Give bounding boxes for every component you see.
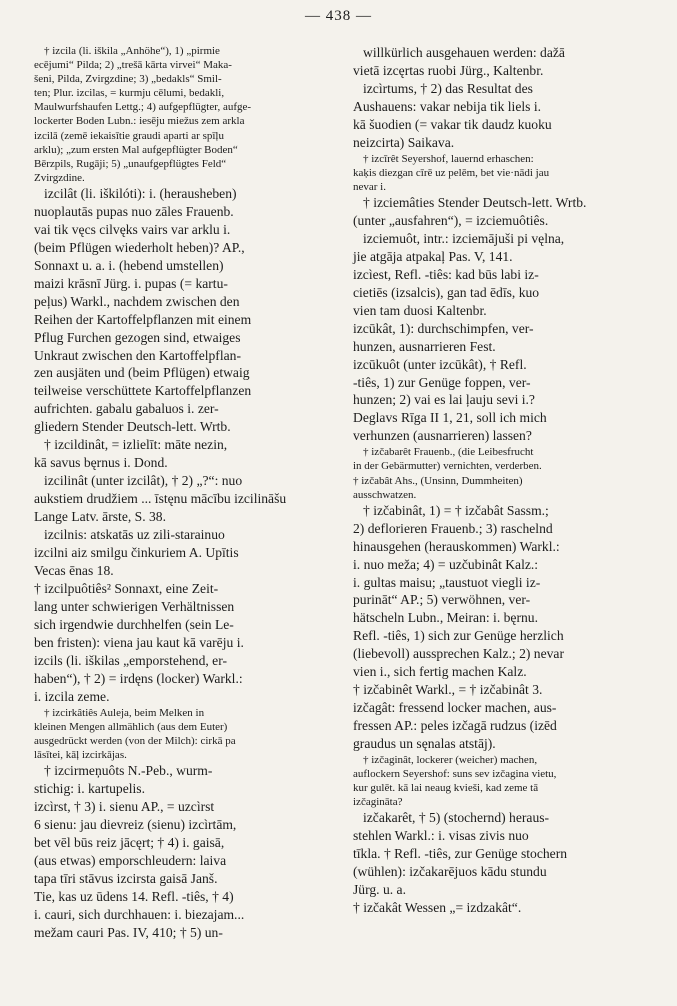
entry-line: izcìest, Refl. -tiês: kad būs labi iz- <box>353 266 539 282</box>
entry-line: tīkla. † Refl. -tiês, zur Genüge stochern <box>353 846 568 862</box>
entry-line: bet vēl būs reiz jācęrt; † 4) i. gaisā, <box>34 834 225 850</box>
entry-line: izcilât (li. iškilóti): i. (herausheben) <box>44 185 237 201</box>
entry-line: verhunzen (ausnarrieren) lassen? <box>353 428 532 444</box>
dictionary-entry <box>353 502 655 753</box>
entry-line: lang unter schwierigen Verhältnissen <box>34 598 235 614</box>
entry-line: Sonnaxt u. a. i. (hebend umstellen) <box>34 257 224 273</box>
entry-line: aufrichten. gabalu gabaluos i. zer- <box>34 401 219 417</box>
entry-line: peļus) Warkl., nachdem zwischen den <box>34 293 240 309</box>
entry-line: willkürlich ausgehauen werden: dažā <box>363 45 565 60</box>
entry-line: ten; Plur. izcilas, = kurmju cēlumi, bedakli, <box>34 87 225 100</box>
entry-line: auflockern Seyershof: suns sev izčagina vietu, <box>353 768 557 781</box>
entry-line: izciemuôt, intr.: izciemājuši pi vęlna, <box>363 230 565 246</box>
entry-line: 6 sienu: jau dievreiz (sienu) izcìrtām, <box>34 816 237 832</box>
entry-line: † izcila (li. iškila „Anhöhe“), 1) „pirmie <box>44 45 220 57</box>
dictionary-entry <box>353 230 655 445</box>
entry-line: † izčabarêt Frauenb., (die Leibesfrucht <box>363 446 534 459</box>
entry-line: † izciemâties Stender Deutsch-lett. Wrtb. <box>363 195 587 210</box>
entry-line: izcilnis: atskatās uz zili-starainuo <box>44 527 225 543</box>
entry-line: 2) deflorieren Frauenb.; 3) raschelnd <box>353 520 553 536</box>
left-column <box>34 44 336 941</box>
entry-line: vietā izcęrtas ruobi Jürg., Kaltenbr. <box>353 62 544 78</box>
entry-line: kur gulēt. kā lai neaug kvieši, kad zeme tā <box>353 782 539 795</box>
entry-line: izcūkât, 1): durchschimpfen, ver- <box>353 320 534 336</box>
entry-line: kā šuodien (= vakar tik daudz kuoku <box>353 116 552 132</box>
entry-line: Pflug Furchen gezogen sind, etwaiges <box>34 329 241 345</box>
entry-line: nuoplautās pupas nuo zāles Frauenb. <box>34 203 234 219</box>
dictionary-entry <box>34 436 336 472</box>
entry-line: izcilinât (unter izcilât), † 2) „?“: nuo <box>44 473 243 489</box>
entry-line: † izčabât Ahs., (Unsinn, Dummheiten) <box>353 474 523 487</box>
entry-line: † izčaginât, lockerer (weicher) machen, <box>363 754 538 767</box>
dictionary-entry <box>353 194 655 230</box>
entry-line: hinausgehen (herauskommen) Warkl.: <box>353 538 560 554</box>
entry-line: stehlen Warkl.: i. visas zivis nuo <box>353 828 529 844</box>
entry-line: arklu); „zum ersten Mal aufgepflügter Boden“ <box>34 143 238 156</box>
entry-line: aukstiem drudžiem ... īstęnu mācību izcilināšu <box>34 491 287 507</box>
entry-line: lockerter Boden Lubn.: iesēju miežus zem arkla <box>34 115 245 128</box>
dictionary-entry <box>353 80 655 152</box>
entry-line: ben fristen): viena jau kaut kā varēju i. <box>34 634 244 650</box>
entry-line: Lange Latv. ārste, S. 38. <box>34 509 166 525</box>
entry-line: ausschwatzen. <box>353 488 417 501</box>
entry-line: fressen AP.: peles izčagā rudzus (izēd <box>353 718 557 734</box>
dictionary-entry <box>34 762 336 942</box>
entry-line: Vecas ēnas 18. <box>34 562 114 578</box>
entry-line: nevar i. <box>353 180 386 193</box>
entry-line: Tie, kas uz ūdens 14. Refl. -tiês, † 4) <box>34 888 234 904</box>
entry-line: Deglavs Rīga II 1, 21, soll ich mich <box>353 410 547 426</box>
dictionary-entry <box>34 526 336 706</box>
entry-line: neizcirta) Saikava. <box>353 134 455 150</box>
entry-line: hunzen; 2) vai es lai ļauju sevi i.? <box>353 392 535 408</box>
dictionary-entry <box>353 44 655 80</box>
entry-line: izčagât: fressend locker machen, aus- <box>353 700 557 716</box>
entry-line: † izčabinêt Warkl., = † izčabinât 3. <box>353 682 543 698</box>
entry-line: † izcīrêt Seyershof, lauernd erhaschen: <box>363 152 534 165</box>
entry-line: teilweise verschüttete Kartoffelpflanzen <box>34 383 252 399</box>
entry-line: Unkraut zwischen den Kartoffelpflan- <box>34 347 241 363</box>
entry-line: Bērzpils, Rugāji; 5) „unaufgepflügtes Feld“ <box>34 157 227 170</box>
entry-line: -tiês, 1) zur Genüge foppen, ver- <box>353 374 531 390</box>
entry-line: tapa tīri stāvus izcirsta gaisā Janš. <box>34 870 218 886</box>
entry-line: zen ausjäten und (beim Pflügen) etwaig <box>34 365 250 381</box>
entry-line: † izcirkâtiês Auleja, beim Melken in <box>44 706 205 719</box>
entry-line: izčagināta? <box>353 796 403 809</box>
entry-line: Reihen der Kartoffelpflanzen mit einem <box>34 311 252 327</box>
entry-line: kaķis diezgan cīrē uz pelēm, bet vie·nādi jau <box>353 166 550 179</box>
entry-line: hätscheln Lubn., Meiran: i. bęrnu. <box>353 610 538 626</box>
entry-line: izcilā (zemē iekaisītie graudi aparti ar spīļu <box>34 129 224 142</box>
entry-line: gliedern Stender Deutsch-lett. Wrtb. <box>34 419 231 435</box>
dictionary-entry <box>353 753 655 809</box>
entry-line: Jürg. u. a. <box>353 882 406 898</box>
entry-line: izcìrtums, † 2) das Resultat des <box>363 80 533 96</box>
entry-line: cietiēs (izsalcis), gan tad ēdīs, kuo <box>353 284 540 300</box>
entry-line: mežam cauri Pas. IV, 410; † 5) un- <box>34 924 223 940</box>
entry-line: i. izcila zeme. <box>34 688 110 704</box>
entry-line: kā savus bęrnus i. Dond. <box>34 455 168 471</box>
entry-line: šeni, Pilda, Zvirgzdine; 3) „bedakls“ Smil- <box>34 73 222 86</box>
entry-line: † izčabinât, 1) = † izčabât Sassm.; <box>363 502 549 518</box>
entry-line: jie atgāja atpakaļ Pas. V, 141. <box>353 248 513 264</box>
entry-line: maizi krāsnī Jürg. i. pupas (= kartu- <box>34 275 228 291</box>
entry-line: † izcirmeņuôts N.-Peb., wurm- <box>44 762 213 778</box>
entry-line: Refl. -tiês, 1) sich zur Genüge herzlich <box>353 628 564 644</box>
entry-line: lāsītei, kāļ izcirkājas. <box>34 748 127 761</box>
entry-line: in der Gebärmutter) vernichten, verderben. <box>353 460 542 473</box>
entry-line: i. cauri, sich durchhauen: i. biezajam... <box>34 906 245 922</box>
entry-line: haben“), † 2) = irdęns (locker) Warkl.: <box>34 670 243 686</box>
entry-line: ecējumi“ Pilda; 2) „trešā kārta virvei“ Maka- <box>34 59 232 72</box>
entry-line: † izcilpuôtiês² Sonnaxt, eine Zeit- <box>34 580 219 596</box>
entry-line: izčakarêt, † 5) (stochernd) heraus- <box>363 810 550 826</box>
entry-line: sich irgendwie durchhelfen (sein Le- <box>34 616 234 632</box>
dictionary-entry <box>34 44 336 185</box>
entry-line: stichig: i. kartupelis. <box>34 780 146 796</box>
entry-line: † izcildinât, = izlielīt: māte nezin, <box>44 437 228 453</box>
entry-line: i. nuo meža; 4) = uzčubinât Kalz.: <box>353 556 539 572</box>
entry-line: (wühlen): izčakarējuos kādu stundu <box>353 864 547 880</box>
entry-line: Maulwurfshaufen Lettg.; 4) aufgepflügter, aufge- <box>34 101 252 114</box>
entry-line: izcils (li. iškilas „emporstehend, er- <box>34 652 228 668</box>
entry-line: Aushauens: vakar nebija tik liels i. <box>353 98 542 114</box>
entry-line: Zvirgzdine. <box>34 171 85 184</box>
entry-line: izcūkuôt (unter izcūkât), † Refl. <box>353 356 527 372</box>
entry-line: hunzen, ausnarrieren Fest. <box>353 338 496 354</box>
entry-line: ausgedrückt werden (von der Milch): cirkā pa <box>34 734 236 747</box>
entry-line: graudus un sęnalas atstāj). <box>353 736 496 752</box>
entry-line: izcìrst, † 3) i. sienu AP., = uzcìrst <box>34 798 215 814</box>
entry-line: (aus etwas) emporschleudern: laiva <box>34 852 227 868</box>
entry-line: vien i., sich fertig machen Kalz. <box>353 664 527 680</box>
dictionary-entry <box>34 472 336 526</box>
entry-line: kleinen Mengen allmählich (aus dem Euter) <box>34 720 228 733</box>
entry-line: (beim Pflügen wiederholt heben)? AP., <box>34 239 245 255</box>
dictionary-entry <box>34 185 336 436</box>
page-number: — 438 — <box>305 8 372 24</box>
dictionary-entry <box>353 809 655 917</box>
entry-line: vai tik vęcs cilvęks vairs var arklu i. <box>34 221 231 237</box>
dictionary-entry <box>353 445 655 501</box>
entry-line: (unter „ausfahren“), = izciemuôtiês. <box>353 212 549 228</box>
dictionary-entry <box>34 706 336 762</box>
entry-line: † izčakât Wessen „= izdzakât“. <box>353 900 522 916</box>
right-column <box>353 44 655 917</box>
dictionary-entry <box>353 152 655 194</box>
entry-line: izcilni aiz smilgu činkuriem A. Upītis <box>34 545 239 560</box>
entry-line: (liebevoll) aussprechen Kalz.; 2) nevar <box>353 646 564 662</box>
entry-line: purināt“ AP.; 5) verwöhnen, ver- <box>353 592 531 608</box>
entry-line: i. gultas maisu; „taustuot viegli iz- <box>353 574 541 590</box>
entry-line: vien tam duosi Kaltenbr. <box>353 302 487 318</box>
